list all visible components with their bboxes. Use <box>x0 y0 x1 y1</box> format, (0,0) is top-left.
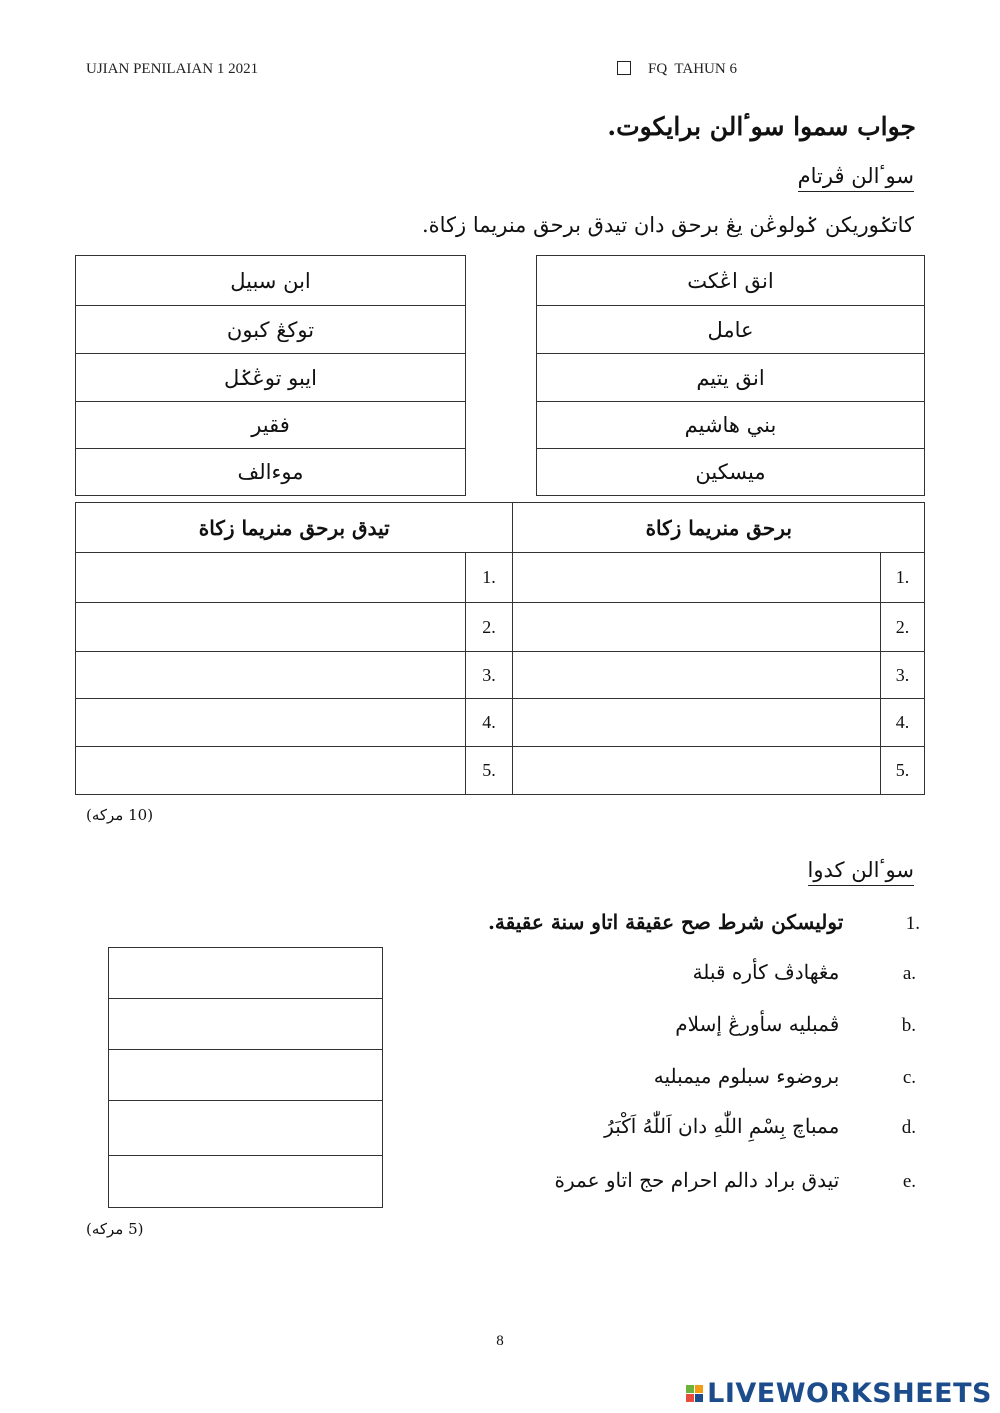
answer-table <box>75 502 925 795</box>
left-options-table <box>75 255 466 496</box>
header-right: FQ TAHUN 6 <box>648 61 737 77</box>
item-text: ڤمبليه سأورڠ إسلام <box>675 1012 840 1036</box>
section2-marks: (5 مرکه) <box>86 1220 144 1238</box>
answer-box[interactable] <box>108 1049 383 1100</box>
row-number: 2. <box>465 603 513 652</box>
header-checkbox[interactable] <box>617 60 631 79</box>
right-column-header: برحق منريما زكاة <box>513 503 925 553</box>
right-answer-slot[interactable] <box>513 652 881 699</box>
left-answer-slot[interactable] <box>76 699 466 747</box>
item-label: c. <box>902 1067 916 1088</box>
row-number: 5. <box>881 747 925 795</box>
section1-marks: (10 مرکه) <box>86 806 154 824</box>
option-cell[interactable]: ابن سبيل <box>76 256 466 306</box>
option-cell[interactable]: انق اڠكت <box>537 256 925 306</box>
answer-box[interactable] <box>108 1100 383 1155</box>
question-number: 1. <box>905 913 920 934</box>
liveworksheets-logo <box>686 1378 992 1409</box>
section1-instruction <box>422 213 914 237</box>
option-cell[interactable]: موءالف <box>76 449 466 496</box>
header-left: UJIAN PENILAIAN 1 2021 <box>86 61 259 77</box>
answer-box[interactable] <box>108 998 383 1049</box>
page-number: 8 <box>496 1333 504 1349</box>
answer-box[interactable] <box>108 1155 383 1208</box>
left-answer-slot[interactable] <box>76 747 466 795</box>
list-item <box>675 1012 916 1037</box>
option-cell[interactable]: ايبو توڠݢل <box>76 354 466 402</box>
item-label: e. <box>902 1171 916 1192</box>
list-item <box>654 1064 916 1089</box>
section2-question <box>488 910 920 935</box>
row-number: 4. <box>465 699 513 747</box>
row-number: 3. <box>465 652 513 699</box>
list-item <box>604 1114 916 1139</box>
option-cell[interactable]: عامل <box>537 306 925 354</box>
option-cell[interactable]: فقير <box>76 402 466 449</box>
main-instruction: جواب سموا سوٴالن برايكوت. <box>607 112 916 141</box>
section1-instruction-text: كاتݢوريكن ݢولوڠن يڠ برحق دان تيدق برحق منريما زكاة. <box>421 213 914 237</box>
option-cell[interactable]: ميسکين <box>537 449 925 496</box>
left-answer-slot[interactable] <box>76 603 466 652</box>
row-number: 1. <box>881 553 925 603</box>
item-text: ممباچ بِسْمِ اللّٰهِ دان اَللّٰهُ اَكْبَرُ <box>604 1114 840 1138</box>
left-answer-slot[interactable] <box>76 652 466 699</box>
logo-mark-icon <box>686 1385 703 1402</box>
question-text: توليسكن شرط صح عقيقة اتاو سنة عقيقة. <box>487 910 844 934</box>
right-answer-slot[interactable] <box>513 603 881 652</box>
logo-text: LIVEWORKSHEETS <box>707 1378 992 1409</box>
item-label: d. <box>901 1117 916 1138</box>
row-number: 4. <box>881 699 925 747</box>
right-answer-slot[interactable] <box>513 747 881 795</box>
right-options-table <box>536 255 925 496</box>
row-number: 3. <box>881 652 925 699</box>
right-answer-slot[interactable] <box>513 553 881 603</box>
row-number: 5. <box>465 747 513 795</box>
left-answer-slot[interactable] <box>76 553 466 603</box>
row-number: 1. <box>465 553 513 603</box>
section1-title: سوٴالن ڤرتام <box>798 164 914 192</box>
answer-box[interactable] <box>108 947 383 998</box>
item-label: b. <box>901 1015 916 1036</box>
right-answer-slot[interactable] <box>513 699 881 747</box>
row-number: 2. <box>881 603 925 652</box>
item-label: a. <box>902 963 916 984</box>
list-item <box>693 960 916 985</box>
section2-title: سوٴالن كدوا <box>808 858 914 886</box>
option-cell[interactable]: انق يتيم <box>537 354 925 402</box>
option-cell[interactable]: بني هاشيم <box>537 402 925 449</box>
list-item <box>555 1168 916 1193</box>
option-cell[interactable]: توكڠ كبون <box>76 306 466 354</box>
item-text: مڠهادڤ كأره قبلة <box>692 960 840 984</box>
left-column-header: تيدق برحق منريما زكاة <box>76 503 513 553</box>
item-text: تيدق براد دالم احرام حج اتاو عمرة <box>554 1168 840 1192</box>
item-text: بروضوء سبلوم ميمبليه <box>653 1064 840 1088</box>
